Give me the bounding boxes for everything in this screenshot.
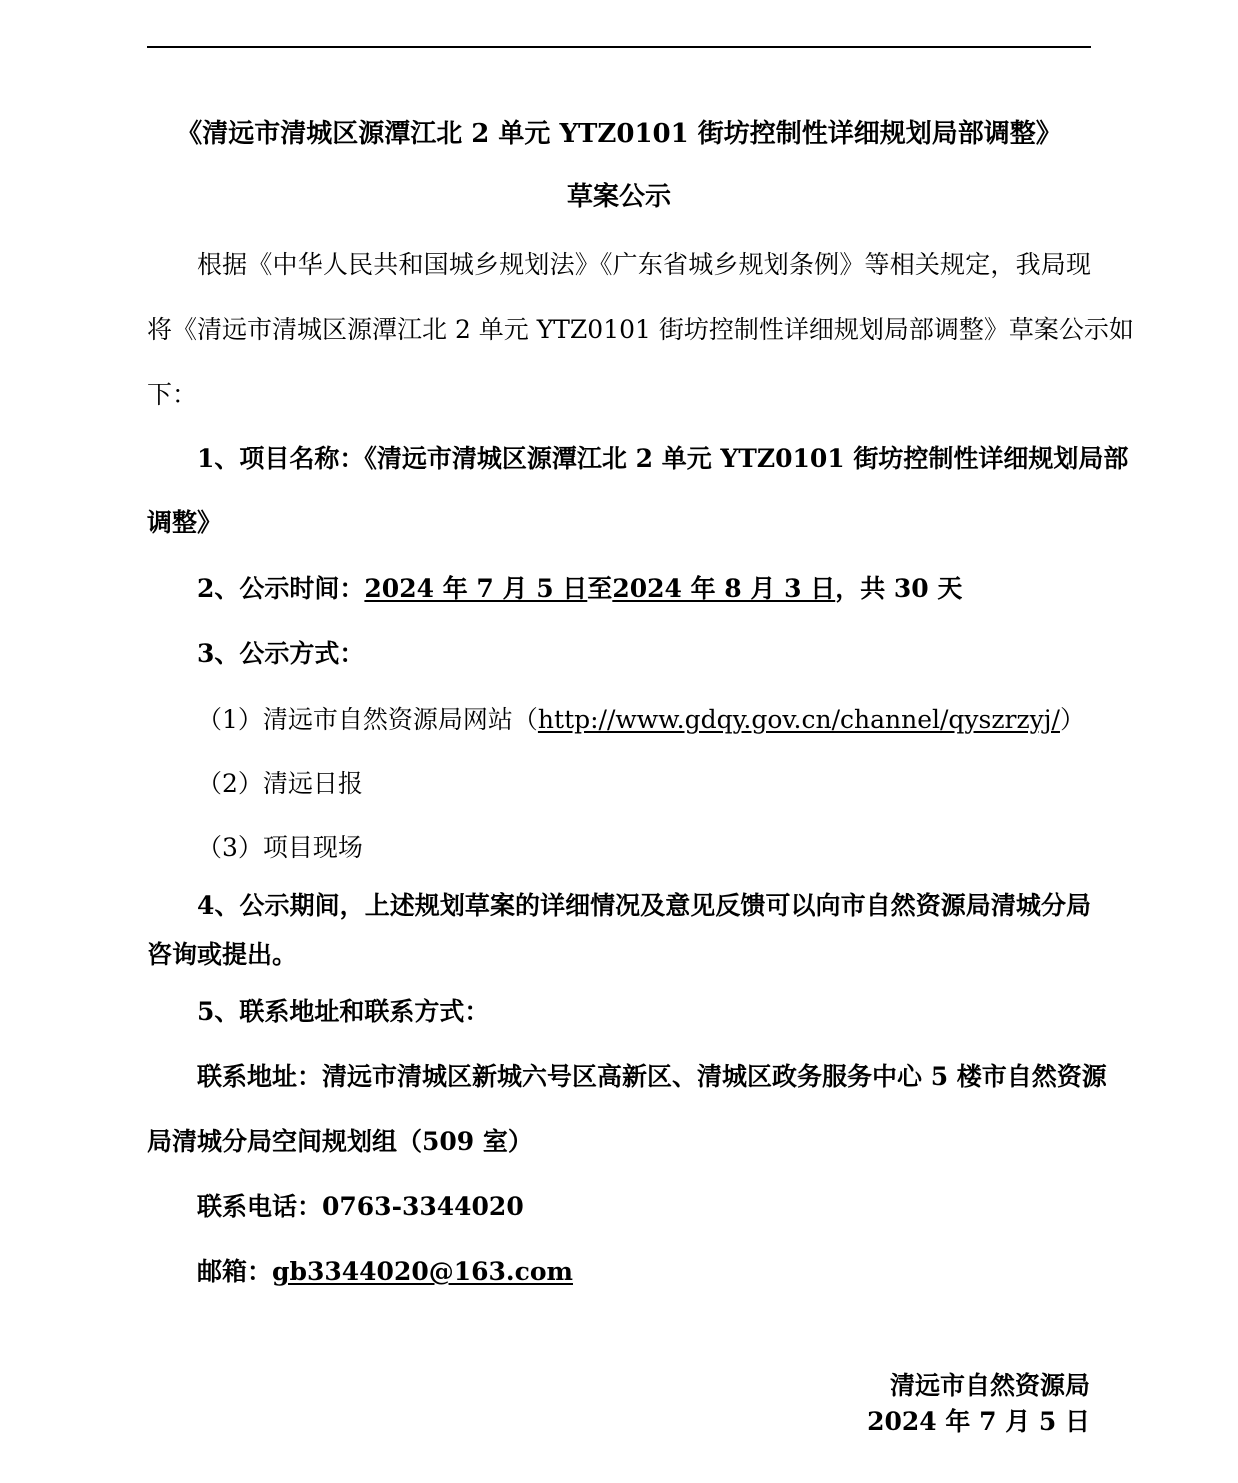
end-date: 2024 年 8 月 3 日 [612,574,836,603]
item-publicity-methods: 3、公示方式： [197,639,365,668]
method-website [147,705,1091,735]
item-feedback: 4、公示期间，上述规划草案的详细情况及意见反馈可以向市自然资源局清城分局 [197,891,1091,920]
item-contact-heading: 5、联系地址和联系方式： [197,997,490,1026]
method-website-close: ） [1059,705,1085,734]
contact-phone: 联系电话：0763-3344020 [197,1192,524,1221]
website-link[interactable]: http://www.gdqy.gov.cn/channel/qyszrzyj/ [537,705,1060,734]
contact-address: 联系地址：清远市清城区新城六号区高新区、清城区政务服务中心 5 楼市自然资源 [197,1062,1107,1091]
intro-paragraph-line-1: 根据《中华人民共和国城乡规划法》《广东省城乡规划条例》等相关规定，我局现 [197,250,1091,279]
method-site: （3）项目现场 [197,833,363,862]
method-website-label: （1）清远市自然资源局网站（ [197,705,538,734]
signature-date: 2024 年 7 月 5 日 [867,1407,1090,1436]
period-duration: ，共 30 天 [835,574,963,603]
signature-org: 清远市自然资源局 [889,1371,1090,1400]
period-label: 2、公示时间： [197,574,365,603]
intro-paragraph-line-3: 下： [147,380,198,409]
document-subtitle: 草案公示 [566,182,671,212]
item-project-name-cont: 调整》 [147,508,223,537]
method-newspaper: （2）清远日报 [197,769,363,798]
item-project-name: 1、项目名称：《清远市清城区源潭江北 2 单元 YTZ0101 街坊控制性详细规划局部 [197,444,1129,473]
item-feedback-cont: 咨询或提出。 [147,940,298,969]
email-link[interactable]: gb3344020@163.com [272,1257,573,1286]
period-to: 至 [587,574,613,603]
contact-email [147,1257,1091,1287]
document-title: 《清远市清城区源潭江北 2 单元 YTZ0101 街坊控制性详细规划局部调整》 [176,119,1062,149]
item-publicity-period [147,574,1091,604]
email-label: 邮箱： [197,1257,273,1286]
start-date: 2024 年 7 月 5 日 [364,574,588,603]
header-rule [147,46,1091,48]
intro-paragraph-line-2: 将《清远市清城区源潭江北 2 单元 YTZ0101 街坊控制性详细规划局部调整》草案公示如 [147,315,1134,344]
contact-address-cont: 局清城分局空间规划组（509 室） [147,1127,533,1156]
